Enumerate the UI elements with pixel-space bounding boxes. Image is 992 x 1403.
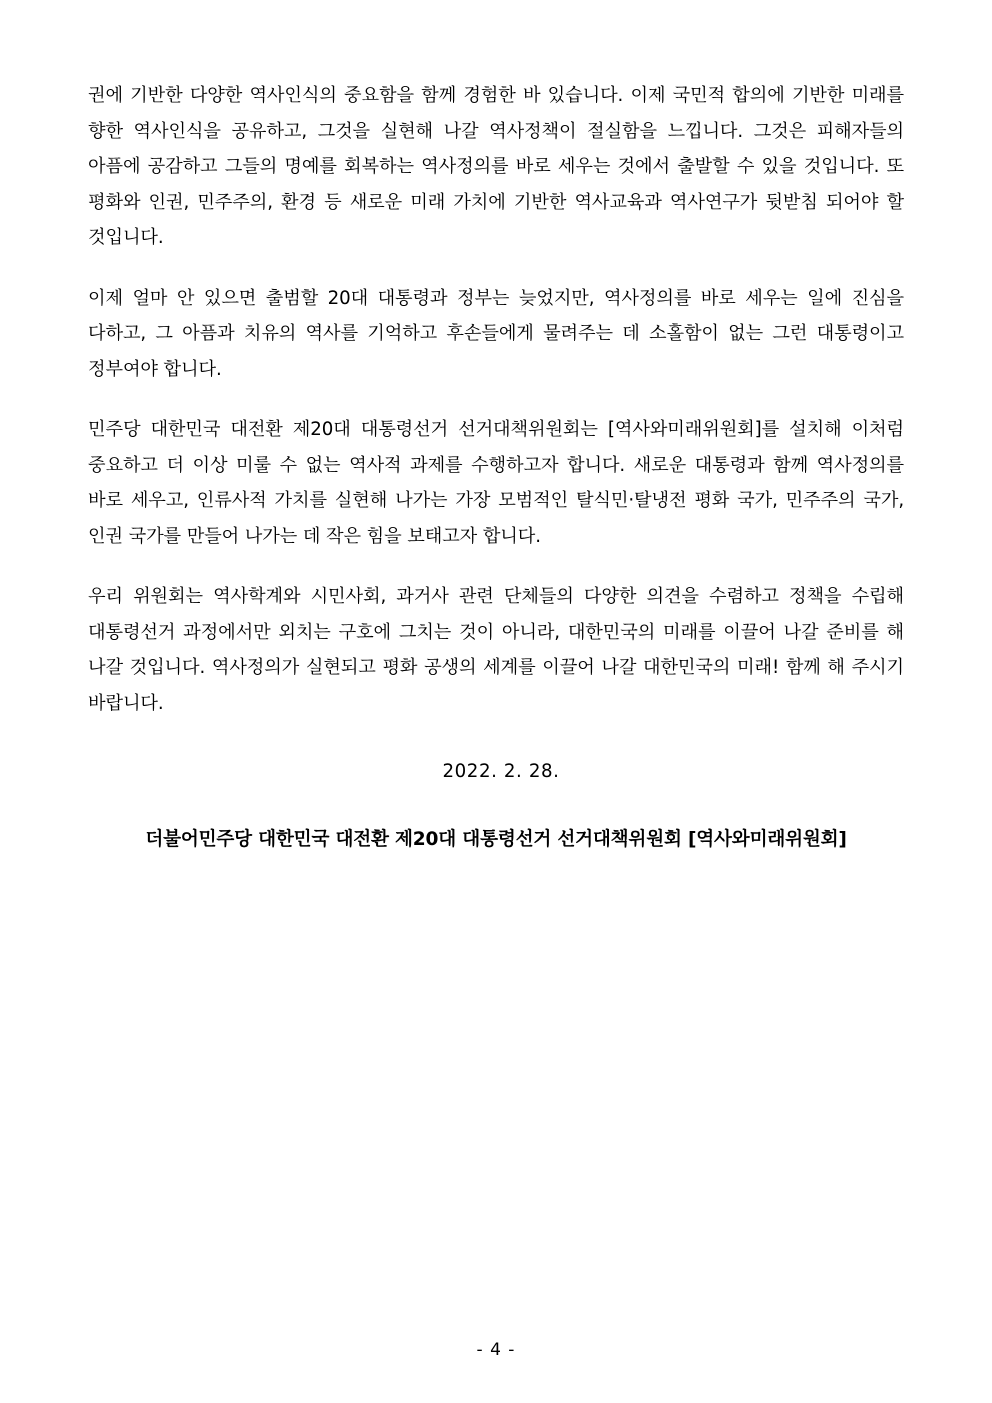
- page-number: - 4 -: [476, 1340, 516, 1360]
- date-line: 2022. 2. 28.: [442, 761, 560, 782]
- paragraph-2: 이제 얼마 안 있으면 출범할 20대 대통령과 정부는 늦었지만, 역사정의를 바로 세우는 일에 진심을 다하고, 그 아픔과 치유의 역사를 기억하고 후손들에게 물려주는 데 소홀함이 없는 그런 대통령이고 정부여야 합니다.: [88, 287, 904, 380]
- paragraph-4: 우리 위원회는 역사학계와 시민사회, 과거사 관련 단체들의 다양한 의견을 수렴하고 정책을 수립해 대통령선거 과정에서만 외치는 구호에 그치는 것이 아니라, 대한민국의 미래를 이끌어 나갈 준비를 해 나갈 것입니다. 역사정의가 실현되고 평화 공생의 세계를 이끌어 나갈 대한민국의 미래! 함께 해 주시기 바랍니다.: [88, 586, 904, 714]
- paragraph-3: 민주당 대한민국 대전환 제20대 대통령선거 선거대책위원회는 [역사와미래위원회]를 설치해 이처럼 중요하고 더 이상 미룰 수 없는 역사적 과제를 수행하고자 합니다. 새로운 대통령과 함께 역사정의를 바로 세우고, 인류사적 가치를 실현해 나가는 가장 모범적인 탈식민·탈냉전 평화 국가, 민주주의 국가, 인권 국가를 만들어 나가는 데 작은 힘을 보태고자 합니다.: [88, 419, 904, 547]
- paragraph-1: 권에 기반한 다양한 역사인식의 중요함을 함께 경험한 바 있습니다. 이제 국민적 합의에 기반한 미래를 향한 역사인식을 공유하고, 그것을 실현해 나갈 역사정책이 절실함을 느낍니다. 그것은 피해자들의 아픔에 공감하고 그들의 명예를 회복하는 역사정의를 바로 세우는 것에서 출발할 수 있을 것입니다. 또 평화와 인권, 민주주의, 환경 등 새로운 미래 가치에 기반한 역사교육과 역사연구가 뒷받침 되어야 할 것입니다.: [88, 85, 904, 248]
- signature-line: 더불어민주당 대한민국 대전환 제20대 대통령선거 선거대책위원회 [역사와미래위원회]: [145, 829, 847, 850]
